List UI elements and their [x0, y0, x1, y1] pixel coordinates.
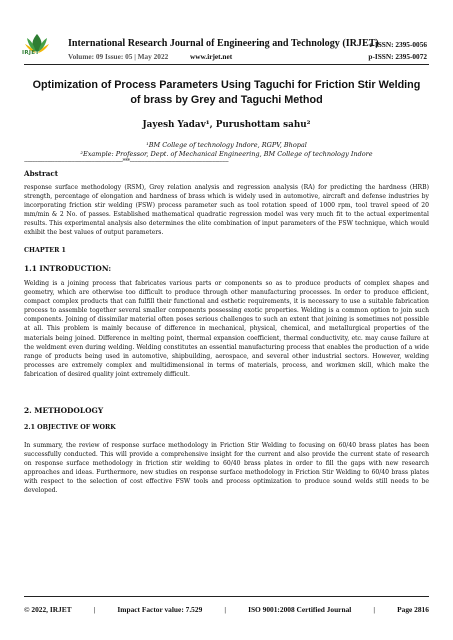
objective-heading: 2.1 OBJECTIVE OF WORK [24, 424, 116, 431]
chapter-heading: CHAPTER 1 [24, 247, 66, 254]
footer-iso: ISO 9001:2008 Certified Journal [248, 605, 352, 614]
paper-authors: Jayesh Yadav¹, Purushottam sahu² [142, 120, 311, 130]
p-issn: p-ISSN: 2395-0072 [368, 52, 427, 61]
intro-text: Welding is a joining process that fabricates various parts or components so as to produce products of complex shapes and geometry, which are otherwise too difficult to produce through other manufacturing processes. In order to produce efficient, compact complex products that can fulfill their functional and esthetic requirements, it is necessary to use a suitable fabrication process to assemble together several smaller components possessing exotic properties. Welding is a common option to join such components. Joining of dissimilar material often poses serious challenges to such an extent that joining is sometimes not possible at all. This problem is mainly because of difference in mechanical, physical, chemical, and metallurgical properties of the materials being joined. Difference in melting point, thermal expansion coefficient, thermal conductivity, etc. may cause failure at the weldment even during welding. Welding constitutes an essential manufacturing process that enables the production of a wide range of products being used in automotive, shipbuilding, aerospace, and several other industrial sectors. However, welding processes are extremely complex and multidimensional in terms of materials, process, and workmen skill, which make the fabrication of desired quality joint extremely difficult. [24, 280, 429, 378]
footer-impact-factor: Impact Factor value: 7.529 [117, 605, 203, 614]
abstract-text: response surface methodology (RSM), Grey relation analysis and regression analysis (RA) for predicting the hardness (HRB) strength, percentage of elongation and hardness of brass which is widely used in automotive, aircraft and defense industries by incorporating friction stir welding (FSW) process parameter such as tool rotation speed of 1000 rpm, tool travel speed of 20 mm/min & 2 No. of passes. Established mathematical quadratic regression model was very much fit to the actual experimental results. This experimental analysis also determines the elite combination of input parameters of the FSW technique, which would exhibit the best values of output parameters. [24, 184, 429, 237]
footer-copyright: © 2022, IRJET [24, 605, 72, 614]
footer-page-number: Page 2816 [397, 605, 429, 614]
e-issn: e-ISSN: 2395-0056 [369, 40, 427, 49]
intro-heading: 1.1 INTRODUCTION: [24, 264, 112, 273]
footer-separator: | [93, 605, 96, 614]
volume-issue: Volume: 09 Issue: 05 | May 2022 [68, 52, 169, 61]
footer-separator: | [373, 605, 376, 614]
paper-title: Optimization of Process Parameters Using Taguchi for Friction Stir Welding of brass by Grey and Taguchi Method [32, 79, 421, 106]
journal-name: International Research Journal of Engineering and Technology (IRJET) [68, 38, 379, 49]
logo-text: IRJET [22, 50, 40, 56]
page-footer [24, 605, 429, 614]
separator-line: ---------------------------------------------------------------------***--------------------------------------------------------------------- [24, 158, 229, 165]
affiliation-1: ¹BM College of technology Indore, RGPV, Bhopal [146, 141, 307, 149]
affiliation-2: ²Example: Professor, Dept. of Mechanical Engineering, BM College of technology Indore [80, 150, 373, 158]
abstract-heading: Abstract [24, 169, 59, 178]
header-rule [24, 64, 429, 65]
journal-website: www.irjet.net [190, 52, 233, 61]
objective-text: In summary, the review of response surface methodology in Friction Stir Welding to focusing on 60/40 brass plates has been successfully conducted. This will provide a comprehensive insight for the current and also provide the current state of research on response surface methodology in friction stir welding to 60/40 brass plates in order to fill the gaps with new research approaches and ideas. Furthermore, new studies on response surface methodology in Friction Stir Welding to 60/40 brass plates with respect to the selection of cost effective FSW tools and process optimization to produce sound welds still needs to be developed. [24, 442, 429, 495]
methodology-heading: 2. METHODOLOGY [24, 406, 104, 415]
footer-rule [24, 596, 429, 597]
irjet-logo-icon [24, 32, 50, 64]
footer-separator: | [224, 605, 226, 614]
